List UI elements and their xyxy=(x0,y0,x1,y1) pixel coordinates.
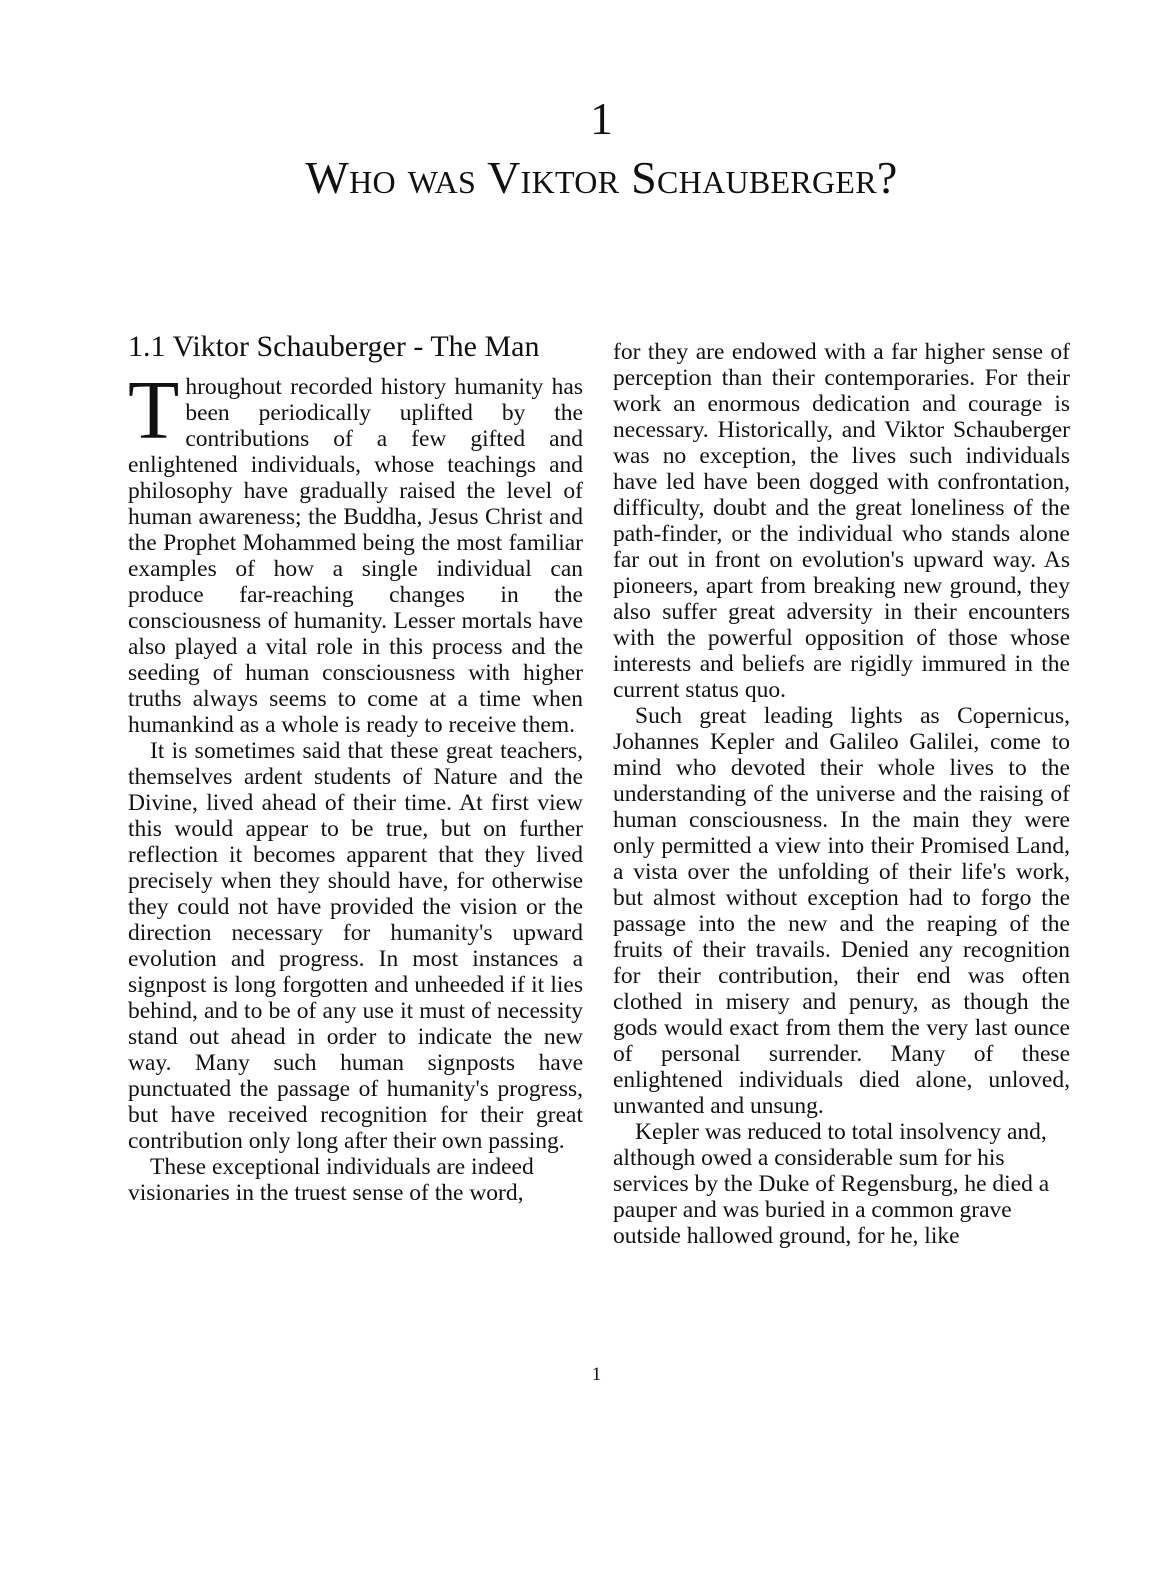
page-number: 1 xyxy=(591,1364,602,1385)
paragraph: Kepler was reduced to total insolvency and, although owed a considerable sum for his services by the Duke of Regensburg, he died a pauper and was buried in a common grave outside hallowed ground, for he, like xyxy=(613,1119,1050,1249)
paragraph: It is sometimes said that these great teachers, themselves ardent students of Nature and the Divine, lived ahead of their time. At first view this would appear to be true, but on further reflection it becomes apparent that they lived precisely when they should have, for otherwise they could not have provided the vision or the direction necessary for humanity's upward evolution and progress. In most instances a signpost is long forgotten and unheeded if it lies behind, and to be of any use it must of necessity stand out ahead in order to indicate the new way. Many such human signposts have punctuated the passage of humanity's progress, but have received recognition for their great contribution only long after their own passing. xyxy=(128,738,583,1154)
section-heading: 1.1 Viktor Schauberger - The Man xyxy=(128,330,540,363)
chapter-title: Who was Viktor Schauberger? xyxy=(305,152,898,203)
right-column xyxy=(613,339,1070,1249)
paragraph: These exceptional individuals are indeed visionaries in the truest sense of the word, xyxy=(128,1154,534,1206)
drop-cap: T xyxy=(128,364,180,457)
paragraph: for they are endowed with a far higher sense of perception than their contemporaries. For their work an enormous dedication and courage is necessary. Historically, and Viktor Schauberger was no exception, the lives such individuals have led have been dogged with confrontation, difficulty, doubt and the great loneliness of the path-finder, or the individual who stands alone far out in front on evolution's upward way. As pioneers, apart from breaking new ground, they also suffer great adversity in their encounters with the powerful opposition of those whose interests and beliefs are rigidly immured in the current status quo. xyxy=(613,339,1070,703)
left-column xyxy=(128,330,583,1206)
paragraph: Such great leading lights as Copernicus, Johannes Kepler and Galileo Galilei, come to mind who devoted their whole lives to the understanding of the universe and the raising of human consciousness. In the main they were only permitted a view into their Promised Land, a vista over the unfolding of their life's work, but almost without exception had to forgo the passage into the new and the reaping of the fruits of their travails. Denied any recognition for their contribution, their end was often clothed in misery and penury, as though the gods would exact from them the very last ounce of personal surrender. Many of these enlightened individuals died alone, unloved, unwanted and unsung. xyxy=(613,703,1070,1119)
chapter-number: 1 xyxy=(590,93,613,144)
paragraph xyxy=(128,364,583,738)
paragraph-text: hroughout recorded history humanity has been periodically uplifted by the contributions of a few gifted and enlightened individuals, whose teachings and philosophy have gradually raised the level of human awareness; the Buddha, Jesus Christ and the Prophet Mohammed being the most familiar examples of how a single individual can produce far-reaching changes in the consciousness of humanity. Lesser mortals have also played a vital role in this process and the seeding of human consciousness with higher truths always seems to come at a time when humankind as a whole is ready to receive them. xyxy=(128,374,583,738)
